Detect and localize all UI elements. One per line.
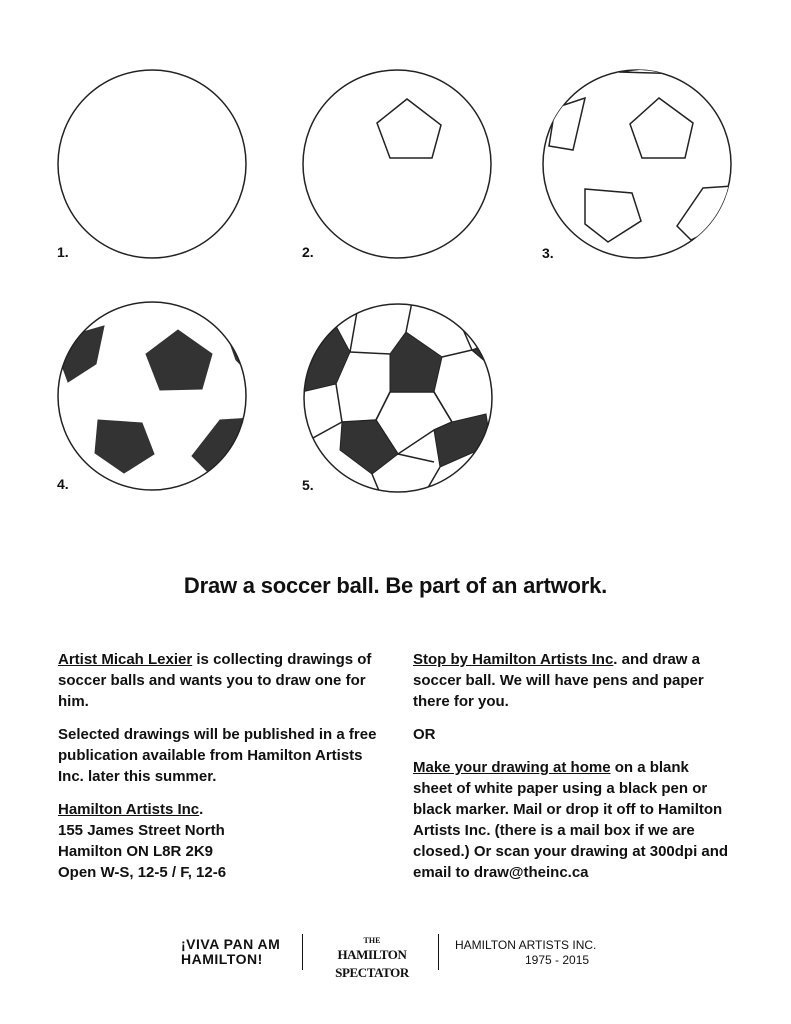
footer-divider bbox=[302, 934, 303, 970]
step-3 bbox=[541, 68, 741, 278]
spectator-the: THE bbox=[363, 936, 381, 945]
ball-pentagons-outline-illustration bbox=[541, 68, 741, 263]
viva-line-2: HAMILTON! bbox=[181, 951, 263, 967]
hamilton-spectator-logo bbox=[313, 936, 431, 982]
step-number: 2. bbox=[302, 244, 314, 260]
step-number: 1. bbox=[57, 244, 69, 260]
spectator-name: HAMILTON SPECTATOR bbox=[335, 947, 409, 980]
step-number: 4. bbox=[57, 476, 69, 492]
ball-complete-illustration bbox=[302, 302, 502, 497]
artist-link[interactable]: Artist Micah Lexier bbox=[58, 651, 193, 668]
intro-text: is collecting drawings of soccer balls and wants you to draw one for him. bbox=[58, 651, 372, 710]
step-4 bbox=[56, 300, 256, 510]
footer-logos bbox=[0, 934, 791, 980]
step-number: 5. bbox=[302, 477, 314, 493]
step-1 bbox=[56, 68, 256, 278]
ball-outline-illustration bbox=[56, 68, 256, 263]
home-link[interactable]: Make your drawing at home bbox=[413, 759, 611, 776]
ball-first-pentagon-illustration bbox=[301, 68, 501, 263]
address-city: Hamilton ON L8R 2K9 bbox=[58, 843, 214, 860]
hamilton-artists-inc-logo bbox=[455, 938, 596, 968]
step-number: 3. bbox=[542, 245, 554, 261]
gallery-link[interactable]: Hamilton Artists Inc bbox=[58, 801, 200, 818]
or-separator: OR bbox=[413, 726, 436, 743]
step-2 bbox=[301, 68, 501, 278]
viva-pan-am-logo bbox=[181, 937, 280, 967]
inc-years: 1975 - 2015 bbox=[525, 953, 590, 967]
intro-paragraph bbox=[58, 649, 378, 712]
stop-by-text: . and draw a soccer ball. We will have pens and paper there for you. bbox=[413, 651, 704, 710]
address-block bbox=[58, 799, 378, 883]
step-5 bbox=[302, 302, 502, 512]
stop-by-link[interactable]: Stop by Hamilton Artists Inc bbox=[413, 651, 614, 668]
opening-hours: Open W-S, 12-5 / F, 12-6 bbox=[58, 864, 227, 881]
footer-divider bbox=[438, 934, 439, 970]
home-paragraph bbox=[413, 757, 731, 883]
left-column bbox=[58, 649, 378, 883]
inc-name: HAMILTON ARTISTS INC. bbox=[455, 938, 597, 952]
right-column bbox=[413, 649, 731, 895]
headline: Draw a soccer ball. Be part of an artwork. bbox=[183, 573, 608, 598]
ball-filled-pentagons-illustration bbox=[56, 300, 256, 495]
address-street: 155 James Street North bbox=[58, 822, 225, 839]
viva-line-1: ¡VIVA PAN AM bbox=[181, 936, 281, 952]
home-text: on a blank sheet of white paper using a black pen or black marker. Mail or drop it off to Hamilton Artists Inc. (there is a mail box if we are closed.) Or scan your drawing at 300dpi and email to draw@theinc.ca bbox=[413, 759, 729, 881]
gallery-link-period: . bbox=[199, 801, 204, 818]
stop-by-paragraph bbox=[413, 649, 731, 712]
publication-paragraph: Selected drawings will be published in a free publication available from Hamilton Artists Inc. later this summer. bbox=[58, 726, 377, 785]
